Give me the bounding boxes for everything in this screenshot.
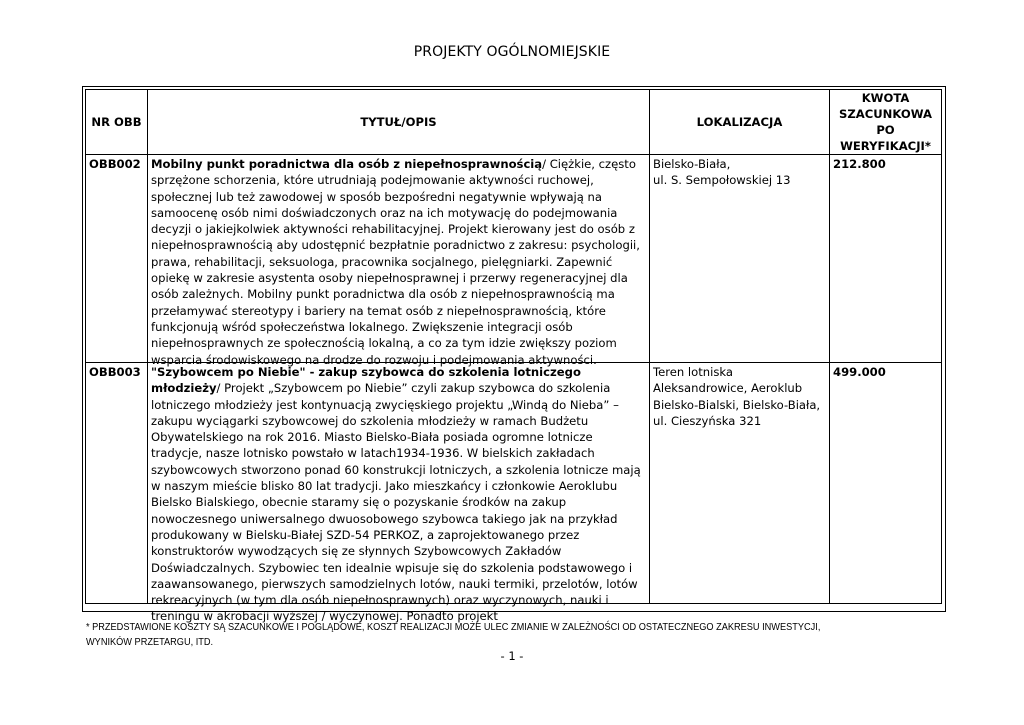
- row-location-line2: ul. S. Sempołowskiej 13: [653, 173, 791, 188]
- table-row: [86, 363, 942, 604]
- row-location: [650, 363, 830, 604]
- header-nr: NR OBB: [86, 90, 148, 155]
- row-description-clip: [151, 364, 646, 624]
- row-description: Ciężkie, często sprzężone schorzenia, które utrudniają podejmowanie aktywności ruchowej, społecznej lub też zawodowej w sposób bezpośredni negatywnie wpływają na samoocenę osób nimi doświadczonych oraz na ich motywację do podejmowania decyzji o jakiejkolwiek aktywności rehabilitacyjnej. Projekt kierowany jest do osób z niepełnosprawnością aby udostępnić bezpłatnie poradnictwo z zakresu: psychologii, prawa, rehabilitacji, seksuologa, pracownika socjalnego, pielęgniarki. Zapewnić opiekę w zakresie asystenta osoby niepełnosprawnej i przerwy regeneracyjnej dla osób zależnych. Mobilny punkt poradnictwa dla osób z niepełnosprawnością ma przełamywać stereotypy i bariery na temat osób z niepełnosprawnością, które funkcjonują wśród społeczeństwa lokalnego. Zwiększenie integracji osób niepełnosprawnych ze społecznością lokalną, a co za tym idzie zwiększy poziom wsparcia środowiskowego na drodze do rozwoju i podejmowania aktywności.: [151, 157, 640, 367]
- header-amount-line1: KWOTA: [861, 91, 910, 105]
- table-row: [86, 155, 942, 363]
- header-amount: [830, 90, 942, 155]
- row-description-clip: [151, 156, 646, 367]
- page-number: - 1 -: [500, 649, 524, 663]
- row-location: [650, 155, 830, 363]
- row-title: Mobilny punkt poradnictwa dla osób z niepełnosprawnością: [151, 157, 543, 171]
- header-title: TYTUŁ/OPIS: [148, 90, 650, 155]
- row-separator: /: [542, 157, 547, 171]
- row-amount: 499.000: [830, 363, 942, 604]
- row-code: OBB003: [86, 363, 148, 604]
- row-location-line1: Teren lotniska: [653, 365, 734, 379]
- row-description-cell: [148, 363, 650, 624]
- row-description-cell: [148, 155, 650, 367]
- row-location-line1: Bielsko-Biała,: [653, 157, 731, 171]
- row-location-line3: Bielsko-Bialski, Bielsko-Biała,: [653, 397, 821, 412]
- row-description: Projekt „Szybowcem po Niebie” czyli zakup szybowca do szkolenia lotniczego młodzieży jest kontynuacją zwycięskiego projektu „Windą do Nieba” – zakupu wyciągarki szybowcowej do szkolenia młodzieży w ramach Budżetu Obywatelskiego na rok 2016. Miasto Bielsko-Biała posiada ogromne lotnicze tradycje, nasze lotnisko powstało w latach1934-1936. W bielskich zakładach szybowcowych stworzono ponad 60 konstrukcji lotniczych, a szkolenia lotnicze mają w naszym mieście blisko 80 lat tradycji. Jako mieszkańcy i członkowie Aeroklubu Bielsko Bialskiego, obecnie staramy się o pozyskanie środków na zakup nowoczesnego uniwersalnego dwuosobowego szybowca takiego jak na przykład produkowany w Bielsku-Białej SZD-54 PERKOZ, a zaprojektowanego przez konstruktorów wywodzących się ze słynnych Szybowcowych Zakładów Doświadczalnych. Szybowiec ten idealnie wpisuje się do szkolenia podstawowego i zaawansowanego, pierwszych samodzielnych lotów, nauki termiki, przelotów, lotów rekreacyjnych (w tym dla osób niepełnosprawnych) oraz wyczynowych, nauki i treningu w akrobacji wyższej / wyczynowej. Ponadto projekt: [151, 381, 641, 624]
- row-location-line2: Aleksandrowice, Aeroklub: [653, 381, 803, 396]
- header-amount-line2: SZACUNKOWA: [839, 107, 932, 121]
- row-code: OBB002: [86, 155, 148, 363]
- row-title: "Szybowcem po Niebie" - zakup szybowca do szkolenia lotniczego młodzieży: [151, 365, 581, 396]
- row-separator: /: [216, 381, 221, 396]
- page-title: PROJEKTY OGÓLNOMIEJSKIE: [413, 44, 611, 60]
- row-amount: 212.800: [830, 155, 942, 363]
- header-location: LOKALIZACJA: [650, 90, 830, 155]
- header-amount-line3: PO WERYFIKACJI*: [840, 123, 931, 153]
- projects-table: [85, 89, 942, 624]
- footer-note: * PRZEDSTAWIONE KOSZTY SĄ SZACUNKOWE I POGLĄDOWE, KOSZT REALIZACJI MOŻE ULEC ZMIANIE W ZALEŻNOŚCI OD OSTATECZNEGO ZAKRESU INWESTYCJI, WYNIKÓW PRZETARGU, ITD.: [86, 622, 821, 648]
- table-header-row: [86, 90, 942, 155]
- row-location-line4: ul. Cieszyńska 321: [653, 413, 762, 428]
